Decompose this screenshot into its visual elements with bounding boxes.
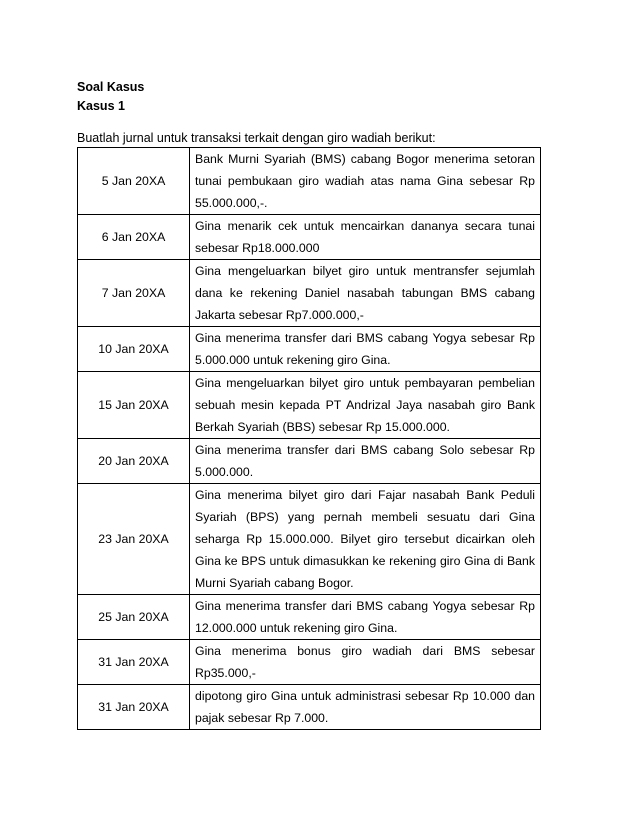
table-row (78, 484, 541, 595)
transaction-description: Gina menerima transfer dari BMS cabang Yogya sebesar Rp 12.000.000 untuk rekening giro Gina. (190, 595, 541, 640)
transaction-description: Gina menerima bonus giro wadiah dari BMS sebesar Rp35.000,- (190, 640, 541, 685)
transaction-date: 15 Jan 20XA (78, 372, 190, 439)
transaction-date: 7 Jan 20XA (78, 260, 190, 327)
document-subtitle: Kasus 1 (77, 99, 125, 113)
table-row (78, 327, 541, 372)
transactions-table (77, 147, 541, 730)
transaction-date: 31 Jan 20XA (78, 685, 190, 730)
transaction-date: 5 Jan 20XA (78, 148, 190, 215)
transaction-description: Gina menerima transfer dari BMS cabang Solo sebesar Rp 5.000.000. (190, 439, 541, 484)
transaction-date: 25 Jan 20XA (78, 595, 190, 640)
table-row (78, 439, 541, 484)
transaction-description: Gina menerima transfer dari BMS cabang Yogya sebesar Rp 5.000.000 untuk rekening giro Gina. (190, 327, 541, 372)
table-row (78, 640, 541, 685)
transaction-date: 31 Jan 20XA (78, 640, 190, 685)
transaction-description: Gina mengeluarkan bilyet giro untuk mentransfer sejumlah dana ke rekening Daniel nasabah tabungan BMS cabang Jakarta sebesar Rp7.000.000,- (190, 260, 541, 327)
table-row (78, 685, 541, 730)
transaction-date: 6 Jan 20XA (78, 215, 190, 260)
transaction-date: 10 Jan 20XA (78, 327, 190, 372)
table-row (78, 148, 541, 215)
table-row (78, 595, 541, 640)
instruction-text: Buatlah jurnal untuk transaksi terkait dengan giro wadiah berikut: (77, 131, 436, 145)
transaction-description: dipotong giro Gina untuk administrasi sebesar Rp 10.000 dan pajak sebesar Rp 7.000. (190, 685, 541, 730)
transaction-description: Gina mengeluarkan bilyet giro untuk pembayaran pembelian sebuah mesin kepada PT Andrizal Jaya nasabah giro Bank Berkah Syariah (BBS) sebesar Rp 15.000.000. (190, 372, 541, 439)
document-title: Soal Kasus (77, 80, 145, 94)
transaction-description: Bank Murni Syariah (BMS) cabang Bogor menerima setoran tunai pembukaan giro wadiah atas nama Gina sebesar Rp 55.000.000,-. (190, 148, 541, 215)
table-row (78, 372, 541, 439)
transaction-description: Gina menerima bilyet giro dari Fajar nasabah Bank Peduli Syariah (BPS) yang pernah membeli sesuatu dari Gina seharga Rp 15.000.000. Bilyet giro tersebut dicairkan oleh Gina ke BPS untuk dimasukkan ke rekening giro Gina di Bank Murni Syariah cabang Bogor. (190, 484, 541, 595)
transaction-date: 20 Jan 20XA (78, 439, 190, 484)
transaction-description: Gina menarik cek untuk mencairkan dananya secara tunai sebesar Rp18.000.000 (190, 215, 541, 260)
table-row (78, 260, 541, 327)
table-row (78, 215, 541, 260)
transaction-date: 23 Jan 20XA (78, 484, 190, 595)
